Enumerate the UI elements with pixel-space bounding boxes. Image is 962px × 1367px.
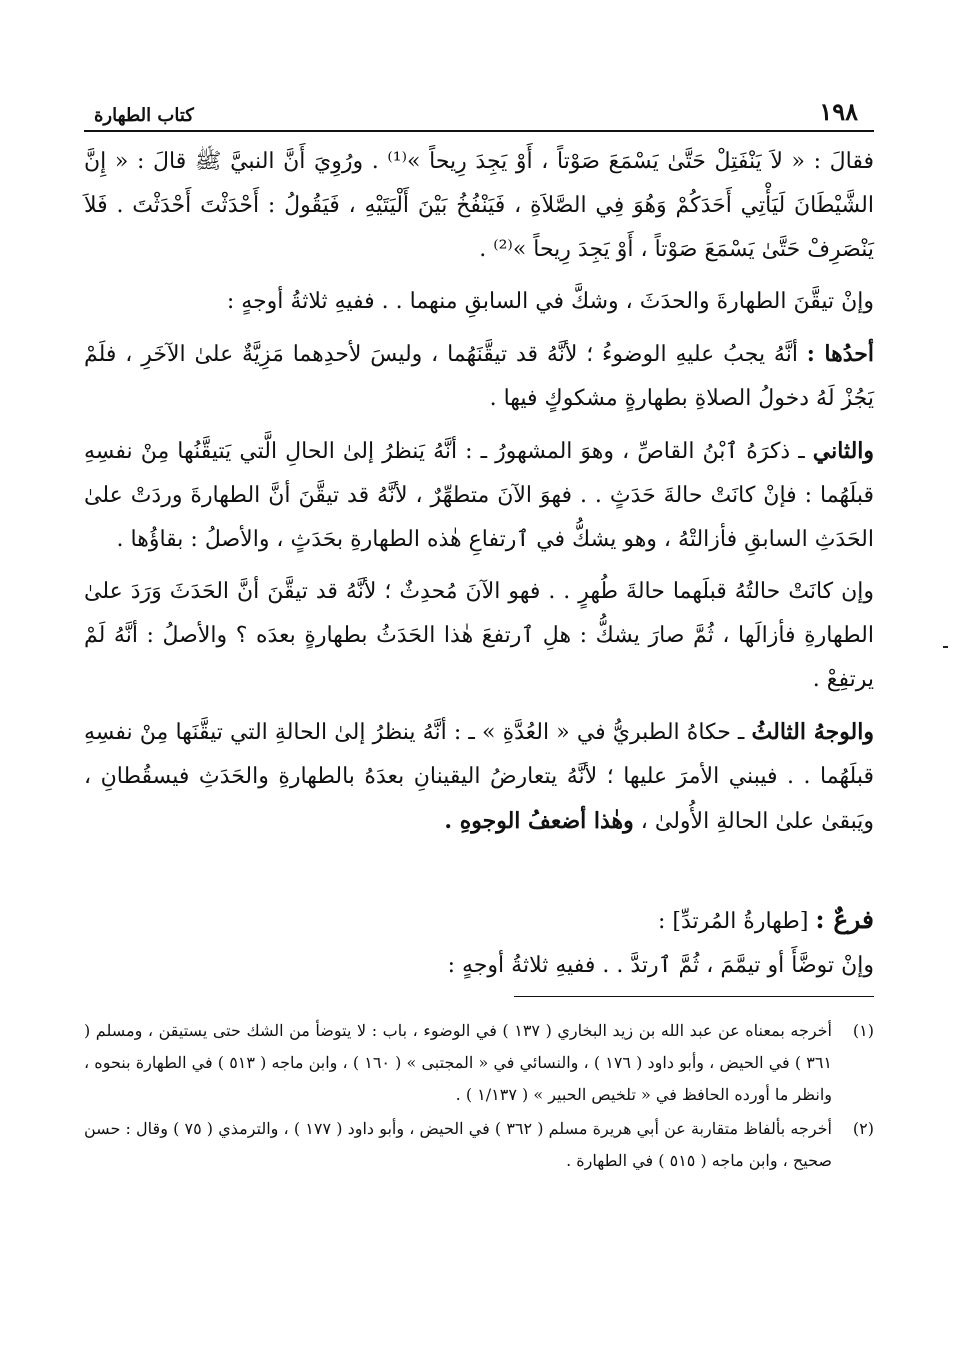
book-page [84, 92, 874, 1179]
third-view-text: أنَّهُ ينظرُ إلىٰ الحالةِ التي تيقَّنَها مِنْ نفسِهِ قبلَهُما . . فيبني الأمرَ عليها ؛ لأنَّهُ يتعارضُ اليقينانِ بعدَهُ بالطهارةِ والحَدَثِ فيسقُطانِ ، ويَبقىٰ علىٰ الحالةِ الأُولىٰ ، [84, 720, 874, 834]
branch-label: فرعٌ : [815, 905, 874, 934]
footnote-divider [514, 996, 874, 997]
paragraph-hadith: فقالَ : « لاَ يَنْفَتِلْ حَتَّىٰ يَسْمَعَ صَوْتاً ، أَوْ يَجِدَ رِيحاً »⁽¹⁾ . ورُوِيَ أَنَّ النبيَّ ﷺ قالَ : « إِنَّ الشَّيْطَانَ لَيَأْتِي أَحَدَكُمْ وَهُوَ فِي الصَّلاَةِ ، فَيَنْفُخُ بَيْنَ أَلْيَتَيْهِ ، فَيَقُولُ : أَحْدَثْتَ أَحْدَثْتَ . فَلاَ يَنْصَرِفْ حَتَّىٰ يَسْمَعَ صَوْتاً ، أَوْ يَجِدَ رِيحاً »⁽²⁾ . [84, 149, 874, 262]
footnotes [84, 1015, 874, 1177]
branch-title: [طهارةُ المُرتدِّ] : [657, 909, 809, 934]
paragraph-third-view [84, 710, 874, 844]
third-view-label: والوجهُ الثالثُ [751, 719, 874, 745]
footnote-text: أخرجه بمعناه عن عبد الله بن زيد البخاري ( ١٣٧ ) في الوضوء ، باب : لا يتوضأ من الشك حتى يستيقن ، ومسلم ( ٣٦١ ) في الحيض ، وأبو داود ( ١٧٦ ) ، والنسائي في « المجتبى » ( ١٦٠ ) ، وابن ماجه ( ٥١٣ ) في الطهارة بنحوه ، وانظر ما أورده الحافظ في « تلخيص الحبير » ( ١/١٣٧ ) . [84, 1021, 833, 1104]
second-view-text: أنَّهُ يَنظرُ إلىٰ الحالِ الَّتي يَتيقَّنُها مِنْ نفسِهِ قبلَهُما : فإنْ كانَتْ حالةَ حَدَثٍ . . فهوَ الآنَ متطهِّرٌ ، لأنَّهُ قد تيقَّنَ أنَّ الطهارةَ وردَتْ علىٰ الحَدَثِ السابقِ فأزالتْهُ ، وهو يشكُّ في ٱرتفاعِ هٰذه الطهارةِ بحَدَثٍ ، والأصلُ : بقاؤُها . [84, 439, 874, 552]
second-view-label: والثاني [812, 438, 875, 464]
footnote-item [84, 1113, 874, 1177]
footnote-number: (٢) [852, 1119, 874, 1138]
first-view-label: أحدُها : [806, 341, 874, 367]
page-number: ١٩٨ [819, 97, 858, 126]
book-title: كتاب الطهارة [94, 105, 194, 126]
margin-mark [943, 646, 948, 648]
running-head [84, 92, 874, 132]
branch-heading [84, 898, 874, 944]
paragraph-first-view [84, 332, 874, 421]
paragraph-second-view [84, 429, 874, 562]
paragraph-apostate: وإنْ توضَّأَ أو تيمَّمَ ، ثُمَّ ٱرتدَّ . . ففيهِ ثلاثةُ أوجهٍ : [447, 953, 874, 978]
footnote-number: (١) [852, 1021, 874, 1040]
third-view-attribution: ـ حكاهُ الطبريُّ في « العُدَّةِ » ـ : [453, 720, 745, 745]
paragraph-second-view-case: وإن كانَتْ حالتُهُ قبلَهما حالةَ طُهرٍ . . فهو الآنَ مُحدِثٌ ؛ لأنَّهُ قد تيقَّنَ أنَّ الحَدَثَ وَرَدَ علىٰ الطهارةِ فأزالَها ، ثُمَّ صارَ يشكُّ : هلِ ٱرتفعَ هٰذا الحَدَثُ بطهارةٍ بعدَه ؟ والأصلُ : أنَّهُ لَمْ يرتفِعْ . [84, 579, 874, 692]
first-view-text: أنَّهُ يجبُ عليهِ الوضوءُ ؛ لأنَّهُ قد تيقَّنَهُما ، وليسَ لأحدِهما مَزِيَّةٌ علىٰ الآخَرِ ، فلَمْ يَجُزْ لَهُ دخولُ الصلاةِ بطهارةٍ مشكوكٍ فيها . [84, 342, 874, 411]
main-text [84, 140, 874, 988]
third-view-conclusion: وهٰذا أضعفُ الوجوهِ . [444, 808, 634, 834]
paragraph-doubt-intro: وإنْ تيقَّنَ الطهارةَ والحدَثَ ، وشكَّ في السابقِ منهما . . ففيهِ ثلاثةُ أوجهٍ : [226, 289, 874, 314]
section-gap [84, 852, 874, 898]
footnote-text: أخرجه بألفاظ متقاربة عن أبي هريرة مسلم ( ٣٦٢ ) في الحيض ، وأبو داود ( ١٧٧ ) ، والترمذي ( ٧٥ ) وقال : حسن صحيح ، وابن ماجه ( ٥١٥ ) في الطهارة . [84, 1119, 832, 1170]
second-view-attribution: ـ ذكرَهُ ٱبْنُ القاصِّ ، وهوَ المشهورُ ـ : [465, 439, 805, 464]
footnote-item [84, 1015, 874, 1111]
